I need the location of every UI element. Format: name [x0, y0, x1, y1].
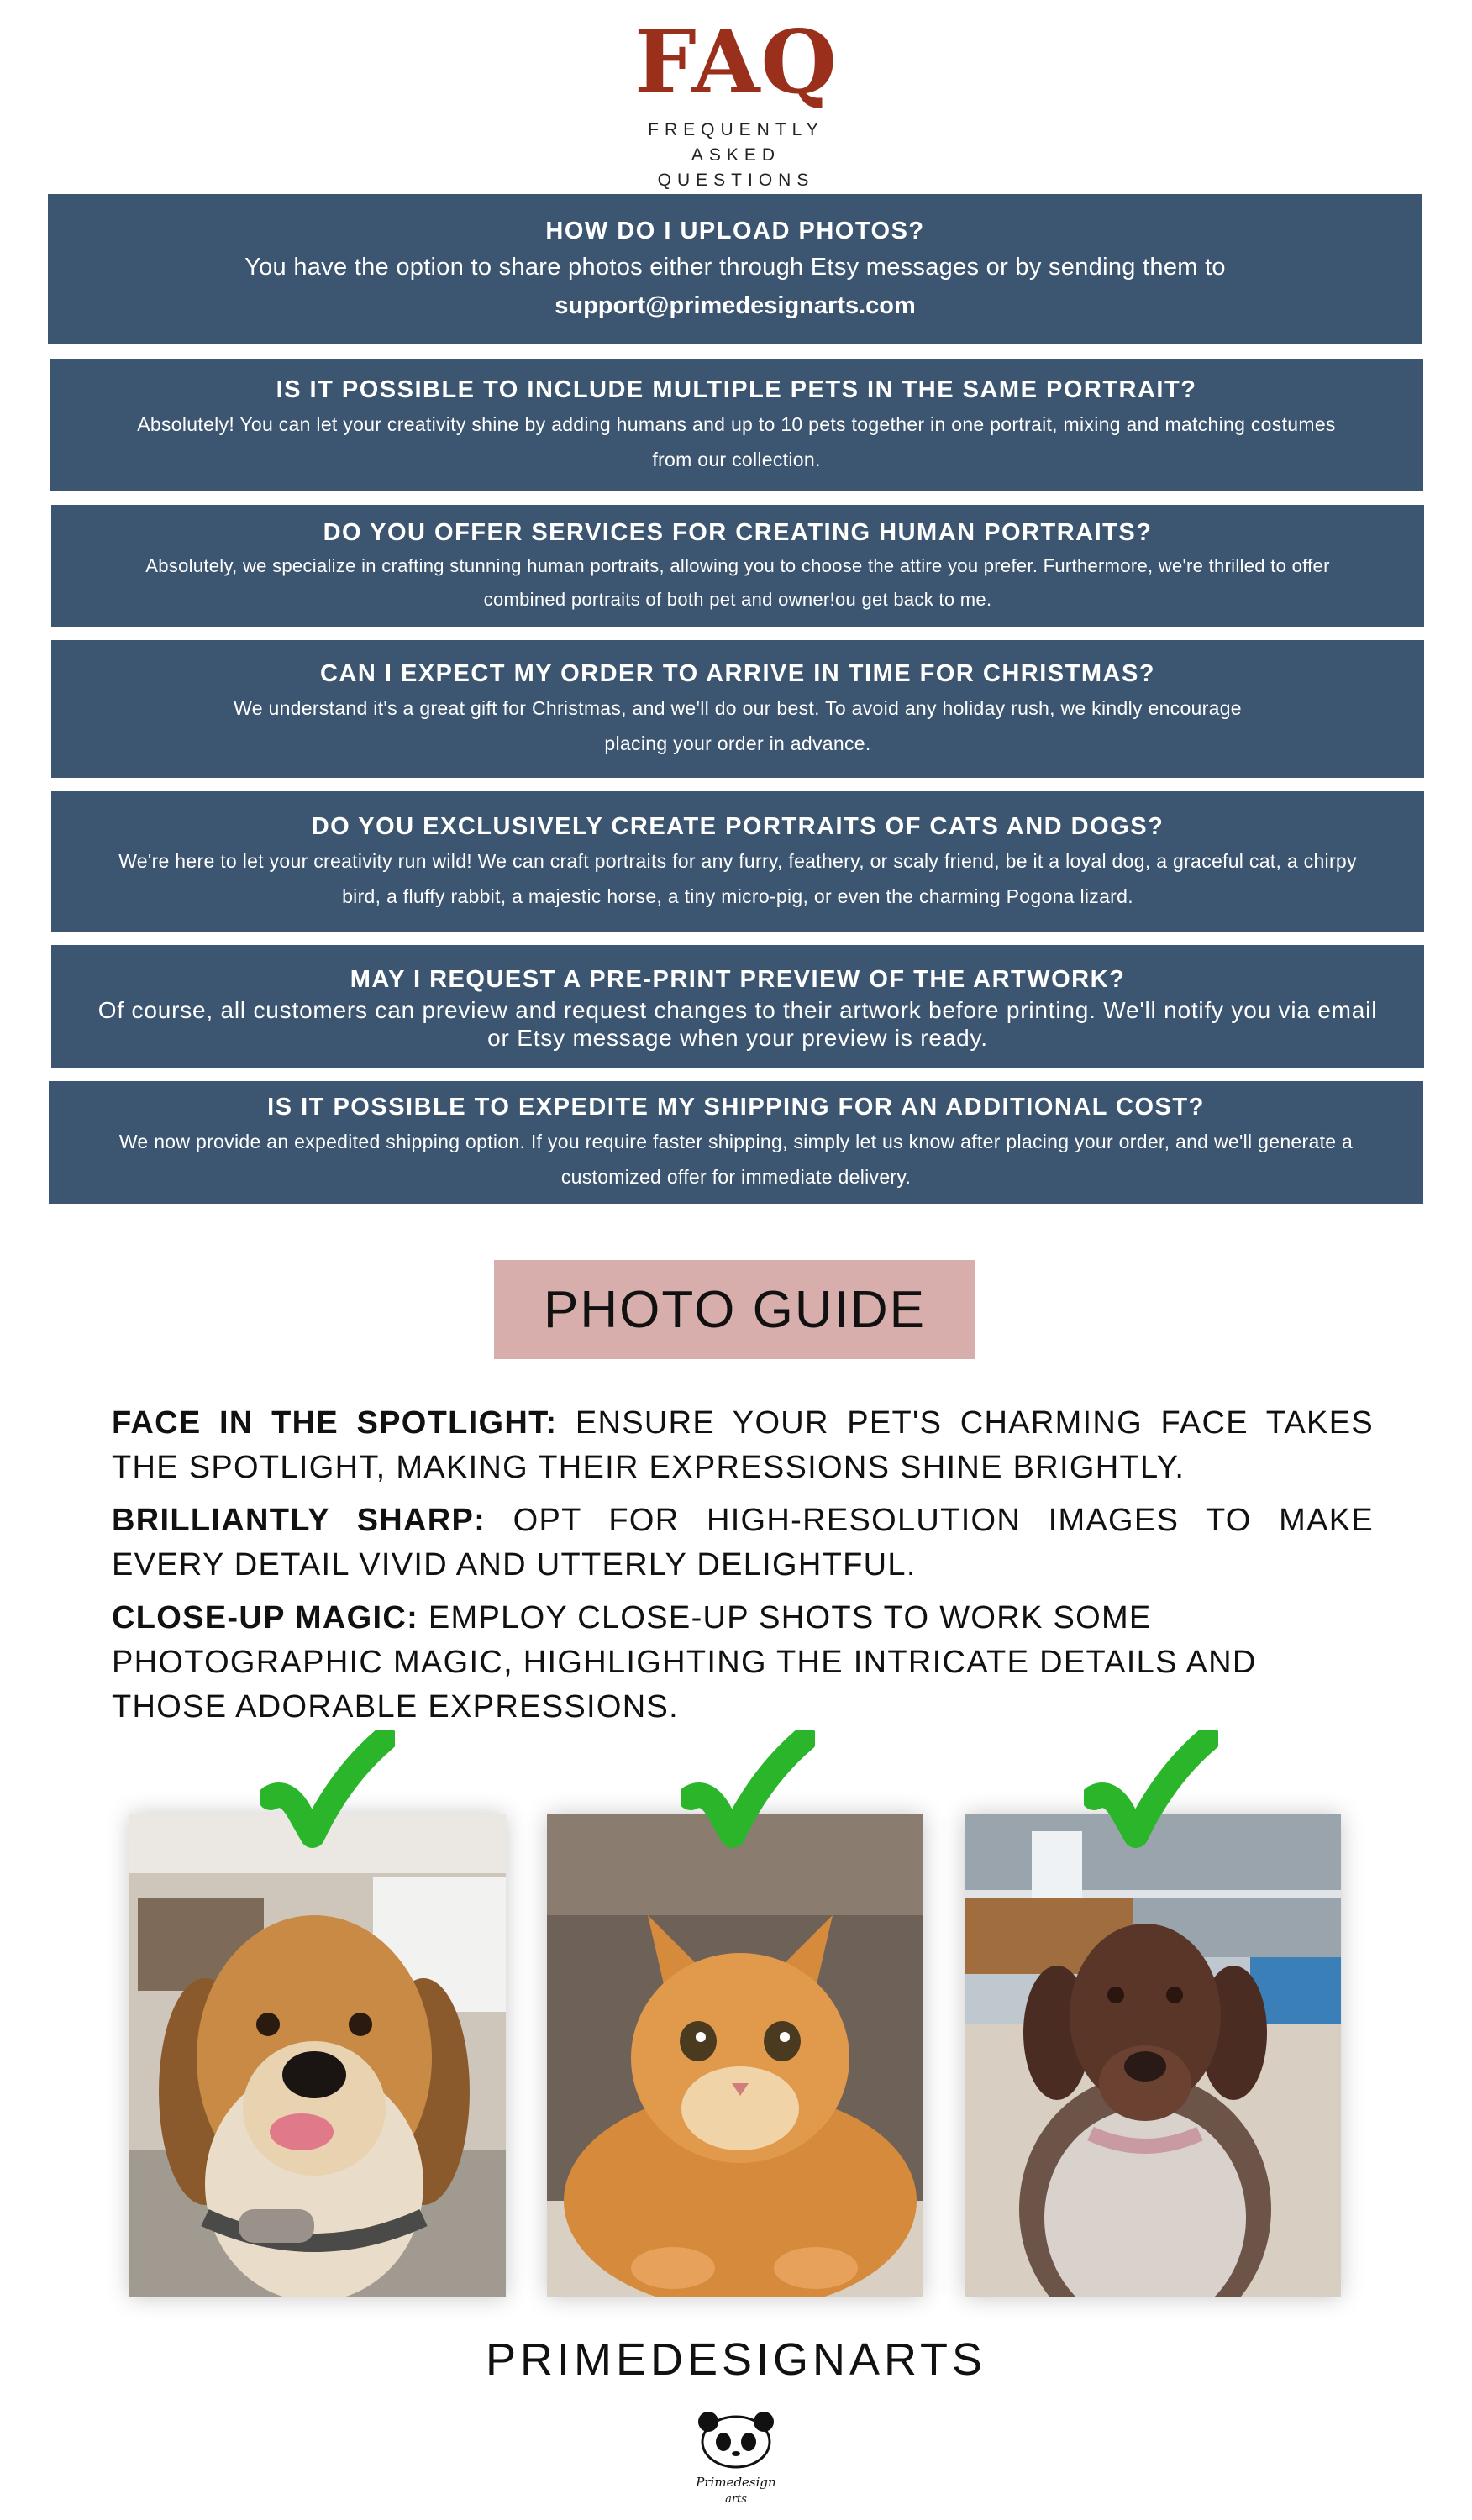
- panda-logo-icon: [690, 2407, 782, 2507]
- tip-brilliantly-sharp: [112, 1499, 1374, 1588]
- faq-question: HOW DO I UPLOAD PHOTOS?: [545, 217, 925, 244]
- faq-question: DO YOU OFFER SERVICES FOR CREATING HUMAN PORTRAITS?: [323, 519, 1153, 546]
- faq-question: MAY I REQUEST A PRE-PRINT PREVIEW OF THE ARTWORK?: [350, 965, 1126, 993]
- faq-question: IS IT POSSIBLE TO EXPEDITE MY SHIPPING FOR AN ADDITIONAL COST?: [267, 1094, 1205, 1121]
- faq-answer: Absolutely! You can let your creativity shine by adding humans and up to 10 pets together in one portrait, mixing and matching costumes from our collection.: [137, 413, 1336, 470]
- faq-item-expedited-shipping: [49, 1081, 1423, 1204]
- svg-text:arts: arts: [725, 2493, 747, 2506]
- faq-question: DO YOU EXCLUSIVELY CREATE PORTRAITS OF CATS AND DOGS?: [311, 813, 1164, 840]
- faq-item-other-animals: [51, 791, 1424, 932]
- faq-answer: We now provide an expedited shipping option. If you require faster shipping, simply let us know after placing your order, and we'll generate a customized offer for immediate delivery.: [118, 1131, 1354, 1188]
- checkmark-icon: [260, 1730, 395, 1856]
- tip-face-in-spotlight: [112, 1401, 1374, 1490]
- faq-item-human-portraits: [51, 505, 1424, 627]
- faq-answer: We're here to let your creativity run wild! We can craft portraits for any furry, feathery, or scaly friend, be it a loyal dog, a graceful cat, a chirpy bird, a fluffy rabbit, a majestic horse, a tiny micro-pig, or even the charming Pogona lizard.: [118, 850, 1357, 907]
- tip-close-up-magic: [112, 1596, 1374, 1730]
- faq-answer: Of course, all customers can preview and request changes to their artwork before printing. We'll notify you via email or Etsy message when your preview is ready.: [97, 996, 1378, 1051]
- faq-title: FAQ: [633, 10, 839, 113]
- tip-text: EMPLOY CLOSE-UP SHOTS TO WORK SOME PHOTOGRAPHIC MAGIC, HIGHLIGHTING THE INTRICATE DETAILS AND THOSE ADORABLE EXPRESSIONS.: [112, 1600, 1257, 1725]
- checkmark-icon: [681, 1730, 815, 1856]
- faq-answer: You have the option to share photos either through Etsy messages or by sending them to: [244, 253, 1226, 281]
- example-photo-pointer-dog: [965, 1814, 1341, 2297]
- faq-item-christmas-delivery: [51, 640, 1424, 778]
- example-photo-beagle: [129, 1814, 506, 2297]
- tip-label: CLOSE-UP MAGIC:: [112, 1600, 419, 1635]
- checkmark-icon: [1084, 1730, 1218, 1856]
- faq-answer: Absolutely, we specialize in crafting stunning human portraits, allowing you to choose the attire you prefer. Furthermore, we're thrilled to offer combined portraits of both pet and owner!ou get back to me.: [145, 555, 1330, 610]
- faq-item-preview: [51, 945, 1424, 1068]
- faq-answer: We understand it's a great gift for Christmas, and we'll do our best. To avoid any holiday rush, we kindly encourage placing your order in advance.: [234, 697, 1242, 754]
- faq-question: IS IT POSSIBLE TO INCLUDE MULTIPLE PETS IN THE SAME PORTRAIT?: [276, 376, 1197, 403]
- example-photo-orange-cat: [547, 1814, 923, 2297]
- photo-guide-tips: [112, 1401, 1374, 1738]
- faq-item-multiple-pets: [50, 359, 1423, 491]
- faq-item-upload-photos: [48, 194, 1422, 344]
- support-email-link[interactable]: support@primedesignarts.com: [555, 291, 916, 319]
- faq-subtitle: FREQUENTLY ASKED QUESTIONS: [648, 120, 824, 190]
- tip-text: OPT FOR HIGH-RESOLUTION IMAGES TO MAKE EVERY DETAIL VIVID AND UTTERLY DELIGHTFUL.: [112, 1503, 1375, 1583]
- faq-question: CAN I EXPECT MY ORDER TO ARRIVE IN TIME FOR CHRISTMAS?: [319, 660, 1156, 687]
- brand-name: PRIMEDESIGNARTS: [485, 2334, 987, 2385]
- tip-label: FACE IN THE SPOTLIGHT:: [112, 1405, 558, 1441]
- tip-text: ENSURE YOUR PET'S CHARMING FACE TAKES THE SPOTLIGHT, MAKING THEIR EXPRESSIONS SHINE BRIGHTLY.: [112, 1405, 1374, 1485]
- svg-text:Primedesign: Primedesign: [696, 2475, 776, 2490]
- photo-guide-banner: PHOTO GUIDE: [494, 1260, 975, 1359]
- tip-label: BRILLIANTLY SHARP:: [112, 1503, 486, 1538]
